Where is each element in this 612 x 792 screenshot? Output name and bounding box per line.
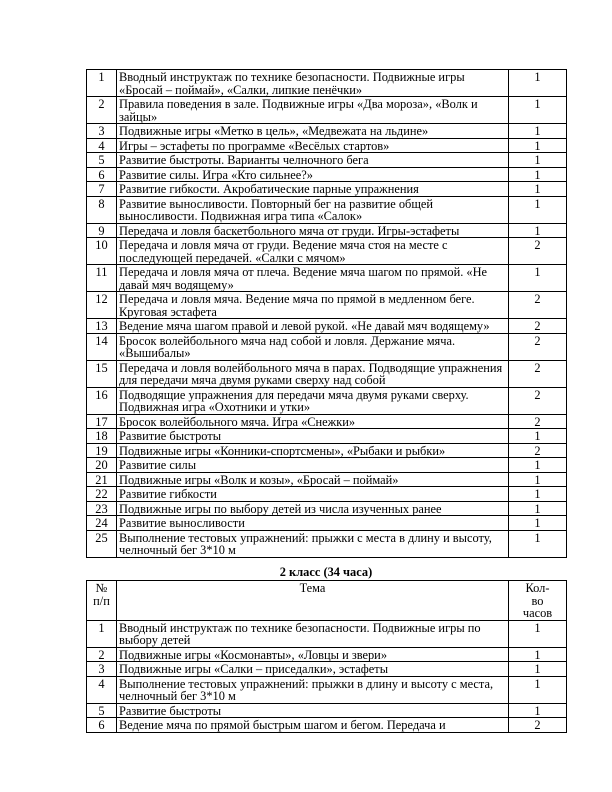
row-topic: Передача и ловля мяча от груди. Ведение мяча стоя на месте с последующей передачей. «Салки с мячом» bbox=[117, 238, 509, 265]
row-topic: Правила поведения в зале. Подвижные игры «Два мороза», «Волк и зайцы» bbox=[117, 97, 509, 124]
row-number: 19 bbox=[87, 443, 117, 458]
row-hours: 1 bbox=[509, 487, 567, 502]
row-hours: 1 bbox=[509, 97, 567, 124]
row-hours: 1 bbox=[509, 124, 567, 139]
row-hours: 2 bbox=[509, 387, 567, 414]
table-row bbox=[87, 472, 567, 487]
row-hours: 1 bbox=[509, 70, 567, 97]
table-row bbox=[87, 458, 567, 473]
table-row bbox=[87, 265, 567, 292]
row-hours: 2 bbox=[509, 333, 567, 360]
row-hours: 1 bbox=[509, 153, 567, 168]
row-topic: Развитие быстроты bbox=[117, 703, 509, 718]
row-hours: 2 bbox=[509, 238, 567, 265]
row-topic: Развитие силы bbox=[117, 458, 509, 473]
row-number: 22 bbox=[87, 487, 117, 502]
table-row bbox=[87, 319, 567, 334]
table-row bbox=[87, 360, 567, 387]
table-row bbox=[87, 196, 567, 223]
lesson-plan-table-grade-1 bbox=[86, 69, 567, 558]
row-number: 3 bbox=[87, 662, 117, 677]
lesson-plan-table-grade-2 bbox=[86, 580, 567, 733]
row-hours: 1 bbox=[509, 429, 567, 444]
row-number: 1 bbox=[87, 70, 117, 97]
table-row bbox=[87, 530, 567, 557]
table-row bbox=[87, 620, 567, 647]
row-topic: Бросок волейбольного мяча. Игра «Снежки» bbox=[117, 414, 509, 429]
row-topic: Подвижные игры «Конники-спортсмены», «Рыбаки и рыбки» bbox=[117, 443, 509, 458]
header-hours: Кол-во часов bbox=[509, 581, 567, 621]
row-hours: 1 bbox=[509, 703, 567, 718]
row-topic: Ведение мяча шагом правой и левой рукой. «Не давай мяч водящему» bbox=[117, 319, 509, 334]
row-number: 6 bbox=[87, 167, 117, 182]
table-row bbox=[87, 167, 567, 182]
table-row bbox=[87, 429, 567, 444]
table-row bbox=[87, 501, 567, 516]
row-number: 13 bbox=[87, 319, 117, 334]
row-hours: 1 bbox=[509, 167, 567, 182]
row-number: 15 bbox=[87, 360, 117, 387]
row-topic: Подвижные игры «Волк и козы», «Бросай – поймай» bbox=[117, 472, 509, 487]
table-row bbox=[87, 182, 567, 197]
row-topic: Бросок волейбольного мяча над собой и ловля. Держание мяча. «Вышибалы» bbox=[117, 333, 509, 360]
table-row bbox=[87, 223, 567, 238]
row-hours: 1 bbox=[509, 662, 567, 677]
row-hours: 1 bbox=[509, 516, 567, 531]
row-number: 21 bbox=[87, 472, 117, 487]
row-number: 1 bbox=[87, 620, 117, 647]
table-row bbox=[87, 443, 567, 458]
row-topic: Подводящие упражнения для передачи мяча двумя руками сверху. Подвижная игра «Охотники и утки» bbox=[117, 387, 509, 414]
row-number: 9 bbox=[87, 223, 117, 238]
row-topic: Развитие силы. Игра «Кто сильнее?» bbox=[117, 167, 509, 182]
table-row bbox=[87, 718, 567, 733]
row-number: 11 bbox=[87, 265, 117, 292]
table-row bbox=[87, 387, 567, 414]
table-row bbox=[87, 703, 567, 718]
row-hours: 1 bbox=[509, 182, 567, 197]
row-hours: 2 bbox=[509, 443, 567, 458]
table-row bbox=[87, 238, 567, 265]
table-row bbox=[87, 414, 567, 429]
row-number: 4 bbox=[87, 138, 117, 153]
row-hours: 1 bbox=[509, 196, 567, 223]
header-topic: Тема bbox=[117, 581, 509, 621]
row-number: 8 bbox=[87, 196, 117, 223]
row-topic: Подвижные игры «Метко в цель», «Медвежата на льдине» bbox=[117, 124, 509, 139]
table-row bbox=[87, 97, 567, 124]
row-number: 3 bbox=[87, 124, 117, 139]
row-number: 4 bbox=[87, 676, 117, 703]
row-number: 20 bbox=[87, 458, 117, 473]
row-topic: Развитие выносливости. Повторный бег на развитие общей выносливости. Подвижная игра типа «Салок» bbox=[117, 196, 509, 223]
row-number: 2 bbox=[87, 97, 117, 124]
row-number: 5 bbox=[87, 703, 117, 718]
row-hours: 2 bbox=[509, 414, 567, 429]
row-hours: 1 bbox=[509, 501, 567, 516]
row-topic: Вводный инструктаж по технике безопасности. Подвижные игры по выбору детей bbox=[117, 620, 509, 647]
row-number: 18 bbox=[87, 429, 117, 444]
row-hours: 2 bbox=[509, 292, 567, 319]
table-row bbox=[87, 662, 567, 677]
row-topic: Развитие выносливости bbox=[117, 516, 509, 531]
row-topic: Подвижные игры «Салки – приседалки», эстафеты bbox=[117, 662, 509, 677]
row-topic: Развитие быстроты. Варианты челночного бега bbox=[117, 153, 509, 168]
row-hours: 1 bbox=[509, 472, 567, 487]
row-topic: Ведение мяча по прямой быстрым шагом и бегом. Передача и bbox=[117, 718, 509, 733]
row-hours: 2 bbox=[509, 319, 567, 334]
row-hours: 1 bbox=[509, 265, 567, 292]
row-topic: Развитие быстроты bbox=[117, 429, 509, 444]
row-topic: Выполнение тестовых упражнений: прыжки в длину и высоту с места, челночный бег 3*10 м bbox=[117, 676, 509, 703]
table-row bbox=[87, 292, 567, 319]
row-hours: 1 bbox=[509, 647, 567, 662]
table-row bbox=[87, 647, 567, 662]
row-topic: Подвижные игры «Космонавты», «Ловцы и звери» bbox=[117, 647, 509, 662]
table-row bbox=[87, 676, 567, 703]
table-row bbox=[87, 124, 567, 139]
row-number: 17 bbox=[87, 414, 117, 429]
row-hours: 1 bbox=[509, 458, 567, 473]
row-number: 25 bbox=[87, 530, 117, 557]
row-number: 14 bbox=[87, 333, 117, 360]
row-hours: 2 bbox=[509, 360, 567, 387]
row-hours: 1 bbox=[509, 676, 567, 703]
row-topic: Передача и ловля баскетбольного мяча от груди. Игры-эстафеты bbox=[117, 223, 509, 238]
table-row bbox=[87, 153, 567, 168]
table-row bbox=[87, 487, 567, 502]
table-body bbox=[87, 620, 567, 732]
row-hours: 1 bbox=[509, 223, 567, 238]
table-row bbox=[87, 333, 567, 360]
row-number: 5 bbox=[87, 153, 117, 168]
section-title: 2 класс (34 часа) bbox=[279, 565, 373, 579]
row-topic: Подвижные игры по выбору детей из числа изученных ранее bbox=[117, 501, 509, 516]
row-hours: 1 bbox=[509, 620, 567, 647]
row-topic: Передача и ловля волейбольного мяча в парах. Подводящие упражнения для передачи мяча двумя руками сверху над собой bbox=[117, 360, 509, 387]
row-topic: Развитие гибкости bbox=[117, 487, 509, 502]
row-number: 12 bbox=[87, 292, 117, 319]
table-row bbox=[87, 138, 567, 153]
row-topic: Игры – эстафеты по программе «Весёлых стартов» bbox=[117, 138, 509, 153]
row-number: 10 bbox=[87, 238, 117, 265]
row-number: 7 bbox=[87, 182, 117, 197]
header-number: № п/п bbox=[87, 581, 117, 621]
table-body bbox=[87, 70, 567, 558]
row-number: 6 bbox=[87, 718, 117, 733]
row-topic: Развитие гибкости. Акробатические парные упражнения bbox=[117, 182, 509, 197]
row-number: 2 bbox=[87, 647, 117, 662]
row-hours: 1 bbox=[509, 138, 567, 153]
row-topic: Выполнение тестовых упражнений: прыжки с места в длину и высоту, челночный бег 3*10 м bbox=[117, 530, 509, 557]
table-header-row bbox=[87, 581, 567, 621]
row-hours: 2 bbox=[509, 718, 567, 733]
table-row bbox=[87, 70, 567, 97]
row-topic: Передача и ловля мяча. Ведение мяча по прямой в медленном беге. Круговая эстафета bbox=[117, 292, 509, 319]
row-number: 16 bbox=[87, 387, 117, 414]
row-hours: 1 bbox=[509, 530, 567, 557]
row-number: 24 bbox=[87, 516, 117, 531]
row-topic: Вводный инструктаж по технике безопасности. Подвижные игры «Бросай – поймай», «Салки, липкие пенёчки» bbox=[117, 70, 509, 97]
table-row bbox=[87, 516, 567, 531]
row-number: 23 bbox=[87, 501, 117, 516]
row-topic: Передача и ловля мяча от плеча. Ведение мяча шагом по прямой. «Не давай мяч водящему» bbox=[117, 265, 509, 292]
